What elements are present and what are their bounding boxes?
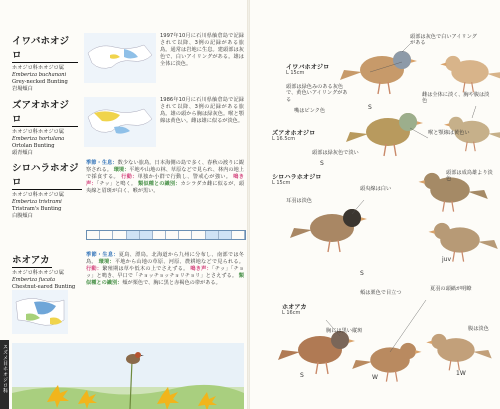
range-map — [84, 33, 156, 83]
plate-note: 頰は栗色で目立つ — [360, 290, 402, 296]
right-page — [250, 0, 500, 409]
species-description: 1986年10月に石川県舳倉島で記録されて以降、3例の記録がある旅鳥。雄の頭から胸は緑灰色。喉と顎線は黄色い。雌は雄に似るが淡色。 — [160, 97, 244, 125]
family-name: ホオジロ科ホオジロ属 — [12, 129, 64, 135]
range-map — [84, 97, 156, 147]
family-name: ホオジロ科ホオジロ属 — [12, 192, 64, 198]
scientific-name: Emberiza fucata — [12, 277, 56, 283]
family-name: ホオジロ科ホオジロ属 — [12, 270, 64, 276]
species-title: ホオアカ — [12, 252, 52, 268]
plate-note: 耳羽は淡色 — [286, 198, 312, 204]
plate-species-length: L 15cm — [286, 70, 305, 76]
range-map — [12, 290, 68, 334]
species-entry — [12, 252, 244, 336]
species-description: 1997年10月に石川県舳倉島で記録されて以降、3例の記録がある旅鳥。通常は岩地に生息。建頭部は灰色で、白いアイリングがある。雄は全体に淡色。 — [160, 33, 244, 68]
plate-species-title: ズアオホオジロ — [272, 130, 316, 137]
scientific-name: Emberiza hortulana — [12, 136, 65, 142]
english-name: Tristram's Bunting — [12, 206, 62, 212]
plate-note: 嘴はピンク色 — [294, 108, 326, 114]
species-names — [12, 65, 82, 93]
sex-marker: W — [372, 374, 378, 381]
sex-marker: 1W — [456, 370, 466, 377]
plate-note: 頭部は成鳥雄より淡色 — [446, 170, 493, 183]
sex-marker: S — [300, 372, 304, 379]
plate-species-title: シロハラホオジロ — [272, 174, 322, 181]
japanese-alt-name: 岩場頰白 — [12, 86, 33, 92]
plate-note: 喉と顎線は黄色い — [428, 130, 470, 136]
japanese-alt-name: 頭青頰白 — [12, 150, 33, 156]
plate-note: 頭部は灰色で白いアイリングがある — [410, 34, 477, 47]
plate-species-length: L 16cm — [282, 310, 301, 316]
plate-note: 雌は全体に淡く、胸や腹は淡色 — [422, 92, 490, 105]
habitat-illustration — [12, 343, 244, 409]
plate-note: 頭部は緑色みのある灰色で、黄色いアイリングがある — [286, 84, 348, 103]
chapter-label: スズメ目ホオジロ科 — [2, 344, 8, 394]
plate-note: 頭部は緑灰色で淡い — [312, 150, 359, 156]
plate-note: 腹は淡色 — [468, 326, 489, 332]
sex-marker: S — [368, 104, 372, 111]
species-description: 季節・生息：数少ない旅鳥。日本海側の島で多く、春秋の渡りに観察される。 環境：平地や山地の林、草原などで見られ、林内の地上で採食する。 行動：単独か小群で行動し、警戒心が強い。 鳴き声：「チッ」と鳴く。 類似種との識別：カシラダカ雌に似るが、頭央線と眉斑が白く、喉が黒い。 — [86, 160, 245, 195]
plate-species-title: ホオアカ — [282, 304, 307, 311]
plate-species-length: L 16.5cm — [272, 136, 296, 142]
english-name: Ortolan Bunting — [12, 143, 55, 149]
english-name: Grey-necked Bunting — [12, 79, 68, 85]
species-title: ズアオホオジロ — [12, 97, 78, 127]
sex-marker: S — [320, 160, 324, 167]
english-name: Chestnut-eared Bunting — [12, 284, 76, 290]
species-title: シロハラホオジロ — [12, 160, 82, 190]
scientific-name: Emberiza tristrami — [12, 199, 62, 205]
species-names — [12, 129, 82, 157]
plate-note: 胸には黒い縦斑 — [326, 328, 363, 334]
scientific-name: Emberiza buchanani — [12, 72, 67, 78]
plate-species-length: L 15cm — [272, 180, 291, 186]
species-entry — [12, 160, 244, 240]
left-page — [0, 0, 248, 409]
family-name: ホオジロ科ホオジロ属 — [12, 65, 64, 71]
species-description: 季節・生息：夏鳥、漂鳥。北海道から九州に分布し、南部では冬鳥。 環境：平地から山地の草原、河原、農耕地などで見られる。 行動：繁殖期は草や低木の上でさえずる。 鳴き声：「チッ」「チョッ」と鳴き、早口で「チョッチョッチョリチョリ」とさえずる。 類似種との識別：頰が栗色で、胸に黒と赤褐色の帯がある。 — [86, 252, 244, 287]
plate-species-title: イワバホオジロ — [286, 64, 330, 71]
chapter-sidebar — [0, 340, 9, 409]
season-calendar — [86, 230, 246, 240]
plate-note: 頭央線は白い — [360, 186, 392, 192]
japanese-alt-name: 白腹頰白 — [12, 213, 33, 219]
species-entry — [12, 97, 244, 155]
species-names — [12, 192, 82, 220]
sex-marker: juv — [442, 256, 452, 263]
sex-marker: S — [360, 270, 364, 277]
species-entry — [12, 33, 244, 91]
plate-note: 夏羽の頭縞が明瞭 — [430, 286, 472, 292]
species-title: イワバホオジロ — [12, 33, 78, 63]
